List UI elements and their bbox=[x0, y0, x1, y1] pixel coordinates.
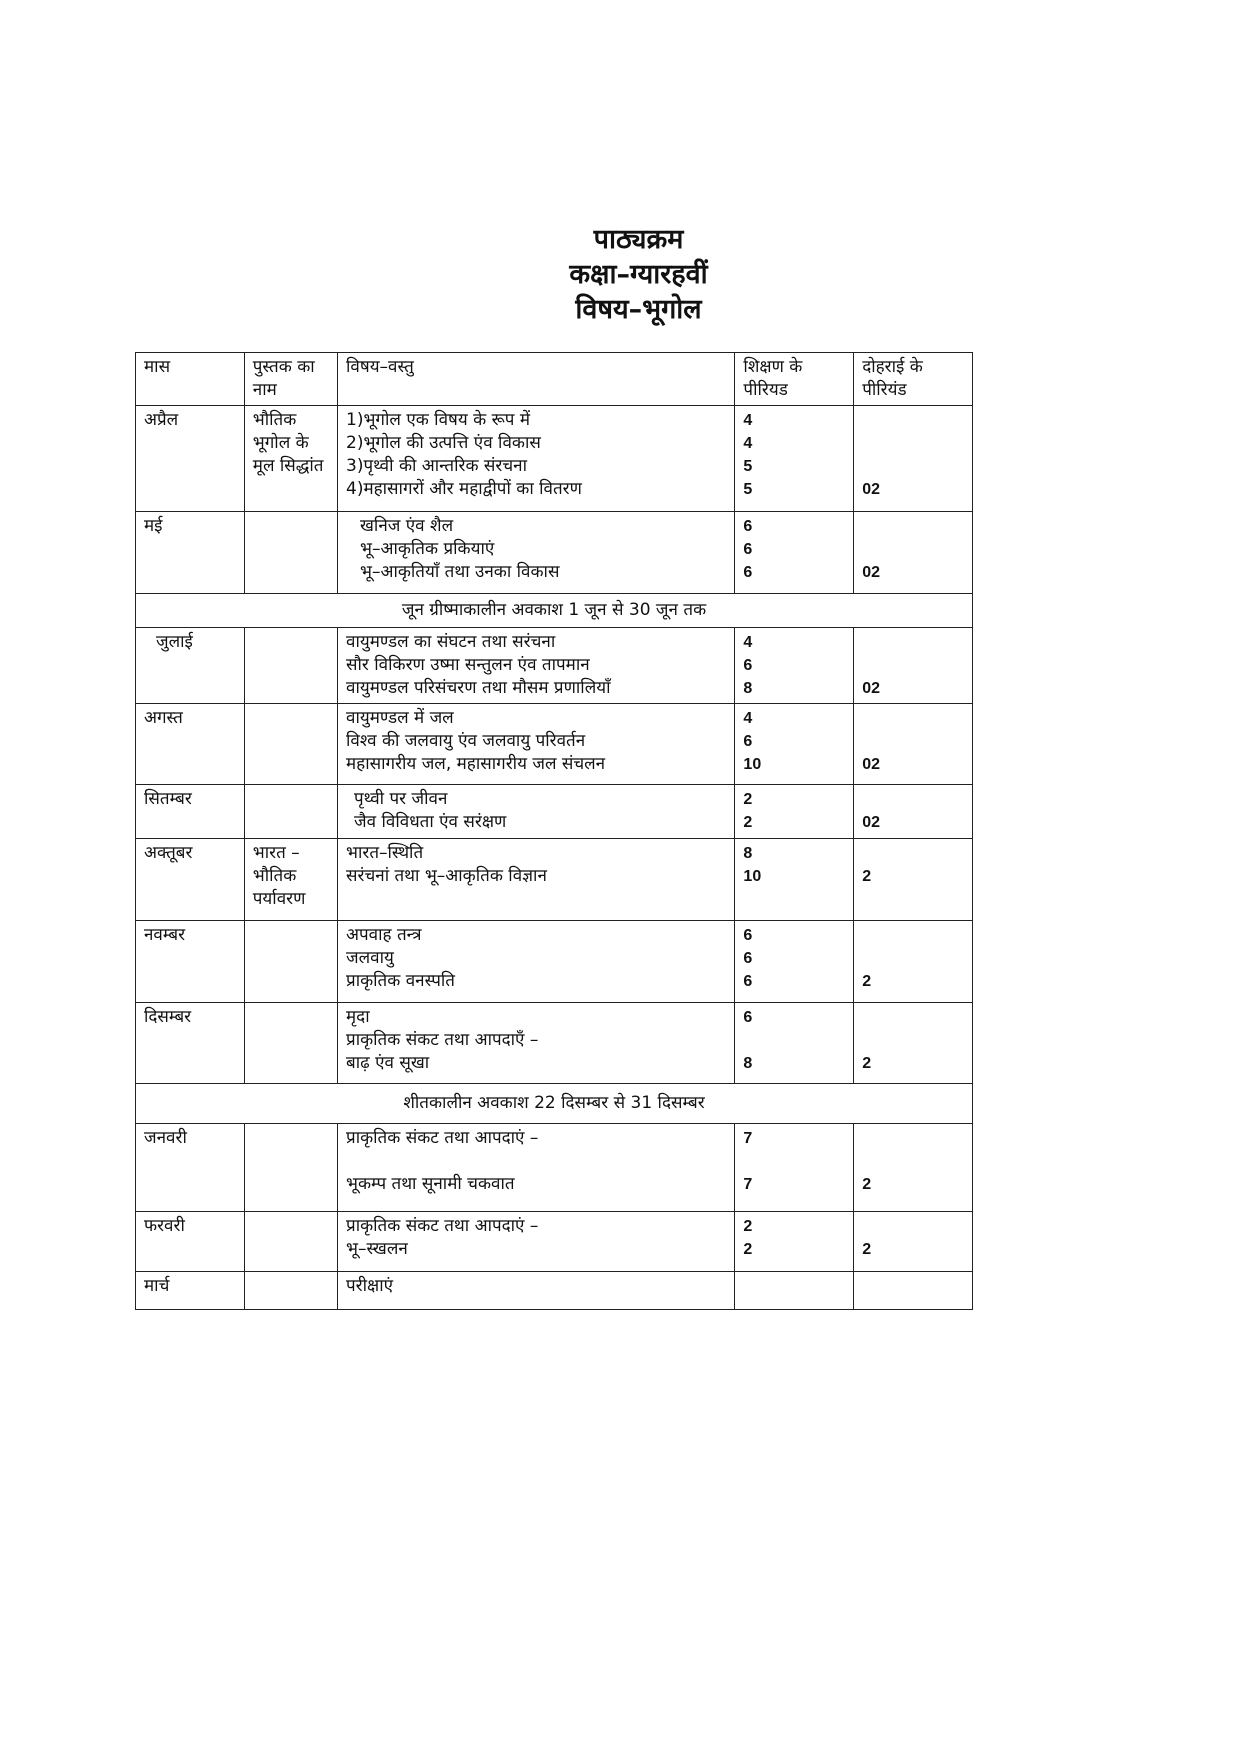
content-cell bbox=[338, 1212, 735, 1272]
book-cell bbox=[244, 785, 337, 839]
periods-cell bbox=[735, 921, 854, 1003]
month-cell: जुलाई bbox=[136, 628, 245, 704]
revision-cell bbox=[854, 785, 973, 839]
revision-cell bbox=[854, 1124, 973, 1212]
period-value: 10 bbox=[743, 756, 762, 773]
content-line: विश्व की जलवायु एंव जलवायु परिवर्तन bbox=[346, 731, 586, 751]
content-line: वायुमण्डल में जल bbox=[346, 708, 454, 728]
table-row-august bbox=[136, 704, 973, 785]
table-row-july bbox=[136, 628, 973, 704]
period-value: 6 bbox=[743, 541, 753, 558]
period-value: 8 bbox=[743, 845, 753, 862]
period-value: 5 bbox=[743, 481, 753, 498]
syllabus-table bbox=[135, 352, 973, 1310]
content-cell bbox=[338, 628, 735, 704]
month-cell: नवम्बर bbox=[136, 921, 245, 1003]
content-cell bbox=[338, 785, 735, 839]
revision-cell bbox=[854, 1212, 973, 1272]
content-cell bbox=[338, 1003, 735, 1084]
periods-cell bbox=[735, 1003, 854, 1084]
month-cell: अप्रैल bbox=[136, 406, 245, 512]
book-line: भूगोल के bbox=[252, 433, 309, 453]
title-syllabus: पाठ्यक्रम bbox=[593, 224, 684, 255]
periods-cell bbox=[735, 1124, 854, 1212]
month-cell: फरवरी bbox=[136, 1212, 245, 1272]
content-cell bbox=[338, 1272, 735, 1310]
period-value: 7 bbox=[743, 1176, 753, 1193]
content-cell bbox=[338, 704, 735, 785]
book-line: मूल सिद्धांत bbox=[252, 456, 324, 476]
month-cell: दिसम्बर bbox=[136, 1003, 245, 1084]
content-line: परीक्षाएं bbox=[346, 1276, 394, 1296]
month-cell: जनवरी bbox=[136, 1124, 245, 1212]
table-row-october bbox=[136, 839, 973, 921]
header-month: मास bbox=[136, 353, 245, 406]
document-title-block bbox=[0, 222, 1241, 327]
table-row-june-vacation bbox=[136, 594, 973, 628]
table-row-march bbox=[136, 1272, 973, 1310]
period-value: 5 bbox=[743, 458, 753, 475]
vacation-cell: शीतकालीन अवकाश 22 दिसम्बर से 31 दिसम्बर bbox=[136, 1084, 973, 1124]
content-line: जैव विविधता एंव सरंक्षण bbox=[354, 812, 507, 832]
content-line: जलवायु bbox=[346, 948, 394, 968]
period-value: 7 bbox=[743, 1130, 753, 1147]
content-line: 1)भूगोल एक विषय के रूप में bbox=[346, 410, 531, 430]
content-line: भू–आकृतियाँ तथा उनका विकास bbox=[360, 562, 560, 582]
content-line: 2)भूगोल की उत्पत्ति एंव विकास bbox=[346, 433, 541, 453]
month-cell: मार्च bbox=[136, 1272, 245, 1310]
month-cell: मई bbox=[136, 512, 245, 594]
content-line: अपवाह तन्त्र bbox=[346, 925, 422, 945]
period-value: 4 bbox=[743, 634, 753, 651]
period-value: 4 bbox=[743, 412, 753, 429]
content-cell bbox=[338, 512, 735, 594]
table-row-may bbox=[136, 512, 973, 594]
header-book: पुस्तक का नाम bbox=[244, 353, 337, 406]
period-value: 6 bbox=[743, 1009, 753, 1026]
periods-cell bbox=[735, 628, 854, 704]
book-cell bbox=[244, 1212, 337, 1272]
content-line: वायुमण्डल परिसंचरण तथा मौसम प्रणालियॉं bbox=[346, 678, 611, 698]
revision-value: 2 bbox=[862, 868, 872, 885]
book-line: भौतिक bbox=[252, 410, 297, 430]
book-cell bbox=[244, 1272, 337, 1310]
content-line: प्राकृतिक संकट तथा आपदाएं – bbox=[346, 1216, 539, 1236]
table-row-september bbox=[136, 785, 973, 839]
revision-value: 02 bbox=[862, 564, 880, 581]
period-value: 6 bbox=[743, 733, 753, 750]
periods-cell bbox=[735, 1272, 854, 1310]
revision-cell bbox=[854, 839, 973, 921]
content-line: पृथ्वी पर जीवन bbox=[354, 789, 448, 809]
header-revision-periods: दोहराई के पीरियंड bbox=[854, 353, 973, 406]
content-cell bbox=[338, 406, 735, 512]
content-line: वायुमण्डल का संघटन तथा सरंचना bbox=[346, 632, 556, 652]
periods-cell bbox=[735, 839, 854, 921]
table-header-row bbox=[136, 353, 973, 406]
content-line: खनिज एंव शैल bbox=[360, 516, 454, 536]
content-line: 3)पृथ्वी की आन्तरिक संरचना bbox=[346, 456, 527, 476]
title-class: कक्षा–ग्यारहवीं bbox=[569, 259, 708, 290]
month-cell: अक्तूबर bbox=[136, 839, 245, 921]
book-line: भारत – bbox=[252, 843, 300, 863]
period-value: 2 bbox=[743, 1241, 753, 1258]
content-cell bbox=[338, 839, 735, 921]
revision-value: 02 bbox=[862, 680, 880, 697]
content-line: महासागरीय जल, महासागरीय जल संचलन bbox=[346, 754, 606, 774]
table-row-april bbox=[136, 406, 973, 512]
period-value: 8 bbox=[743, 1055, 753, 1072]
month-cell: अगस्त bbox=[136, 704, 245, 785]
table-row-february bbox=[136, 1212, 973, 1272]
table-row-december bbox=[136, 1003, 973, 1084]
content-line: भारत–स्थिति bbox=[346, 843, 424, 863]
title-subject: विषय–भूगोल bbox=[575, 294, 702, 325]
book-cell bbox=[244, 406, 337, 512]
revision-cell bbox=[854, 512, 973, 594]
period-value: 2 bbox=[743, 814, 753, 831]
period-value: 6 bbox=[743, 973, 753, 990]
header-content: विषय–वस्तु bbox=[338, 353, 735, 406]
book-cell bbox=[244, 1003, 337, 1084]
content-cell bbox=[338, 921, 735, 1003]
content-cell bbox=[338, 1124, 735, 1212]
content-line: बाढ़ एंव सूखा bbox=[346, 1053, 430, 1073]
periods-cell bbox=[735, 704, 854, 785]
revision-cell bbox=[854, 704, 973, 785]
period-value: 4 bbox=[743, 435, 753, 452]
period-value: 6 bbox=[743, 518, 753, 535]
period-value: 6 bbox=[743, 927, 753, 944]
revision-value: 02 bbox=[862, 481, 880, 498]
content-line: प्राकृतिक संकट तथा आपदाएँ – bbox=[346, 1030, 539, 1050]
book-line: भौतिक bbox=[252, 866, 297, 886]
book-cell bbox=[244, 921, 337, 1003]
period-value: 6 bbox=[743, 950, 753, 967]
content-line: प्राकृतिक संकट तथा आपदाएं – bbox=[346, 1128, 539, 1148]
period-value: 6 bbox=[743, 564, 753, 581]
book-cell bbox=[244, 704, 337, 785]
table-row-november bbox=[136, 921, 973, 1003]
table-row-january bbox=[136, 1124, 973, 1212]
month-cell: सितम्बर bbox=[136, 785, 245, 839]
periods-cell bbox=[735, 1212, 854, 1272]
period-value: 2 bbox=[743, 791, 753, 808]
content-line: मृदा bbox=[346, 1007, 370, 1027]
period-value: 6 bbox=[743, 657, 753, 674]
content-line: भू–स्खलन bbox=[346, 1239, 408, 1259]
content-line: 4)महासागरों और महाद्वीपों का वितरण bbox=[346, 479, 582, 499]
period-value: 4 bbox=[743, 710, 753, 727]
vacation-cell: जून ग्रीष्माकालीन अवकाश 1 जून से 30 जून तक bbox=[136, 594, 973, 628]
book-cell bbox=[244, 512, 337, 594]
content-line: सरंचनां तथा भू–आकृतिक विज्ञान bbox=[346, 866, 547, 886]
period-value: 8 bbox=[743, 680, 753, 697]
revision-cell bbox=[854, 1272, 973, 1310]
revision-cell bbox=[854, 921, 973, 1003]
revision-cell bbox=[854, 406, 973, 512]
revision-value: 2 bbox=[862, 1055, 872, 1072]
revision-value: 2 bbox=[862, 1176, 872, 1193]
content-line: भू–आकृतिक प्रकियाएं bbox=[360, 539, 495, 559]
revision-value: 2 bbox=[862, 1241, 872, 1258]
content-line: सौर विकिरण उष्मा सन्तुलन एंव तापमान bbox=[346, 655, 590, 675]
revision-value: 2 bbox=[862, 973, 872, 990]
period-value: 10 bbox=[743, 868, 762, 885]
revision-cell bbox=[854, 1003, 973, 1084]
revision-value: 02 bbox=[862, 756, 880, 773]
revision-value: 02 bbox=[862, 814, 880, 831]
revision-cell bbox=[854, 628, 973, 704]
periods-cell bbox=[735, 406, 854, 512]
periods-cell bbox=[735, 785, 854, 839]
content-line: प्राकृतिक वनस्पति bbox=[346, 971, 455, 991]
book-cell bbox=[244, 1124, 337, 1212]
content-line: भूकम्प तथा सूनामी चकवात bbox=[346, 1174, 515, 1194]
periods-cell bbox=[735, 512, 854, 594]
header-teaching-periods: शिक्षण के पीरियड bbox=[735, 353, 854, 406]
table-row-winter-vacation bbox=[136, 1084, 973, 1124]
book-cell bbox=[244, 839, 337, 921]
book-line: पर्यावरण bbox=[252, 889, 306, 909]
period-value: 2 bbox=[743, 1218, 753, 1235]
book-cell bbox=[244, 628, 337, 704]
